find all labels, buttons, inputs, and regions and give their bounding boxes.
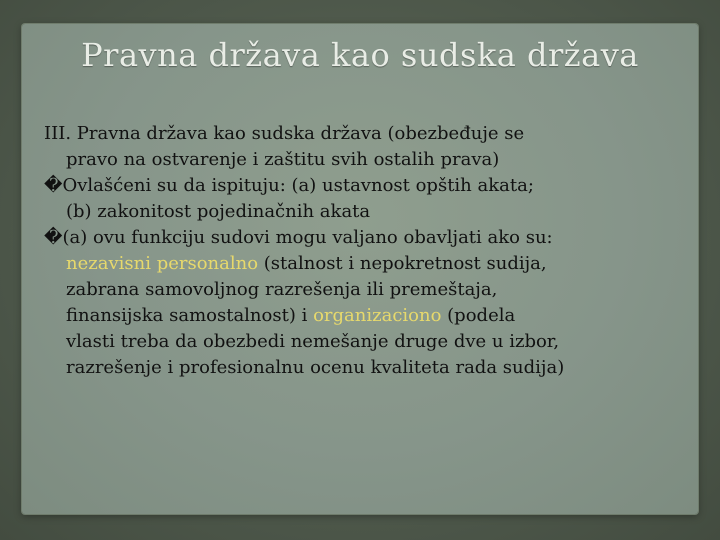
paragraph-3-line-2 xyxy=(44,251,684,277)
paragraph-2-text-1: Ovlašćeni su da ispituju: (a) ustavnost opštih akata; xyxy=(62,175,534,196)
paragraph-3-line-5: vlasti treba da obezbedi nemešanje druge dve u izbor, xyxy=(66,331,560,352)
paragraph-3-line-1 xyxy=(44,225,684,251)
paragraph-1 xyxy=(44,121,684,173)
paragraph-3-text-2: (stalnost i nepokretnost sudija, xyxy=(258,253,547,274)
paragraph-2-line-1 xyxy=(44,173,684,199)
bullet-icon: � xyxy=(44,227,63,248)
slide-body xyxy=(44,121,684,381)
paragraph-3 xyxy=(44,225,684,381)
paragraph-3-text-1: (a) ovu funkciju sudovi mogu valjano obavljati ako su: xyxy=(62,227,553,248)
paragraph-3-text-4a: finansijska samostalnost) i xyxy=(66,305,314,326)
paragraph-2 xyxy=(44,173,684,225)
slide-title: Pravna država kao sudska država xyxy=(81,36,639,74)
bullet-icon: � xyxy=(44,175,63,196)
paragraph-3-line-4 xyxy=(44,303,684,329)
highlight-personal: nezavisni personalno xyxy=(66,253,259,274)
highlight-organizational: organizaciono xyxy=(313,305,442,326)
paragraph-1-line-2: pravo na ostvarenje i zaštitu svih ostalih prava) xyxy=(66,149,500,170)
paragraph-3-line-3: zabrana samovoljnog razrešenja ili premeštaja, xyxy=(66,279,498,300)
paragraph-3-line-6: razrešenje i profesionalnu ocenu kvaliteta rada sudija) xyxy=(66,357,565,378)
paragraph-3-text-4b: (podela xyxy=(441,305,516,326)
paragraph-1-line-1: III. Pravna država kao sudska država (obezbeđuje se xyxy=(44,123,525,144)
paragraph-2-line-2: (b) zakonitost pojedinačnih akata xyxy=(66,201,371,222)
